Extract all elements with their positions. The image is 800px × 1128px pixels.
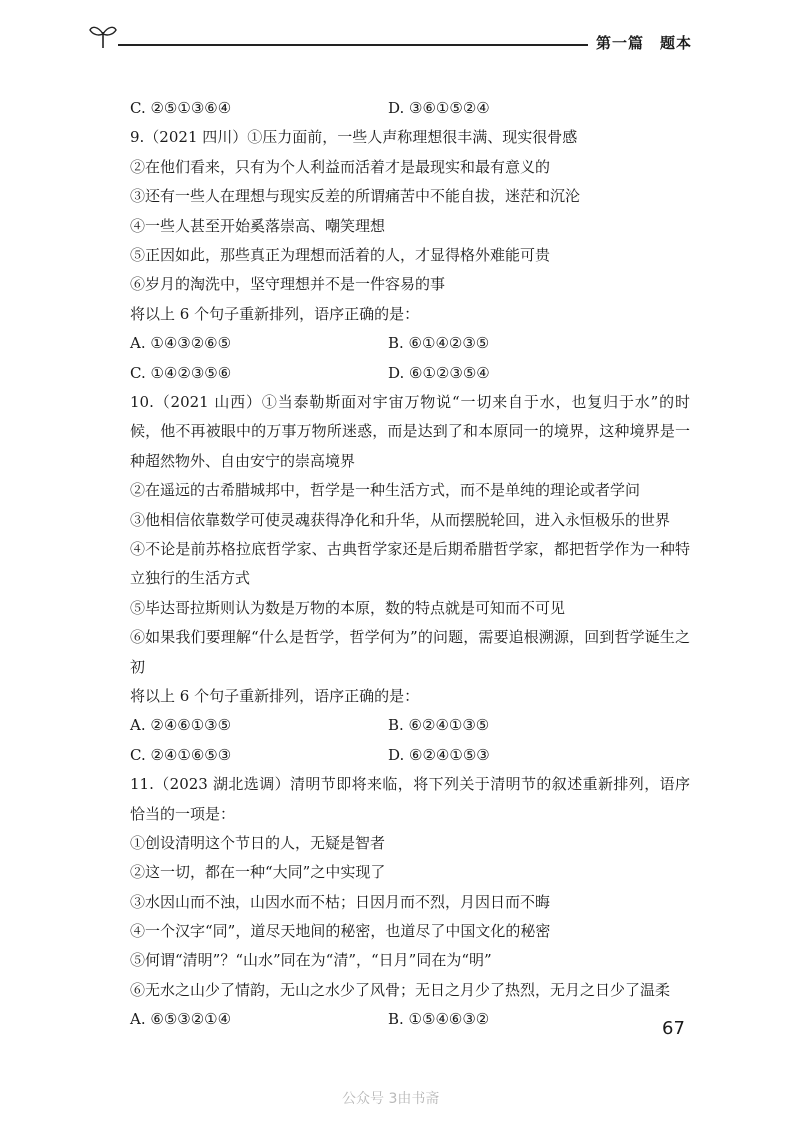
option-row (130, 711, 690, 740)
sentence: ③还有一些人在理想与现实反差的所谓痛苦中不能自拔，迷茫和沉沦 (130, 187, 581, 206)
question-11-stem: 11.（2023 湖北选调）清明节即将来临，将下列关于清明节的叙述重新排列，语序恰当的一项是： (130, 775, 690, 823)
sentence: ②这一切，都在一种“大同”之中实现了 (130, 863, 386, 882)
question-9-stem: 9.（2021 四川）①压力面前，一些人声称理想很丰满、现实很骨感 (130, 128, 578, 147)
option-b: B. ⑥②④①③⑤ (388, 716, 490, 735)
option-row (130, 741, 690, 770)
sentence: ④一个汉字“同”，道尽天地间的秘密，也道尽了中国文化的秘密 (130, 922, 551, 941)
option-a: A. ①④③②⑥⑤ (130, 334, 232, 353)
sentence: ②在遥远的古希腊城邦中，哲学是一种生活方式，而不是单纯的理论或者学问 (130, 481, 641, 500)
sentence: ⑥岁月的淘洗中，坚守理想并不是一件容易的事 (130, 275, 446, 294)
question-instruction: 将以上 6 个句子重新排列，语序正确的是： (130, 304, 420, 323)
option-row (130, 359, 690, 388)
sentence: ⑥如果我们要理解“什么是哲学，哲学何为”的问题，需要追根溯源，回到哲学诞生之初 (130, 628, 690, 676)
option-c: C. ①④②③⑤⑥ (130, 363, 232, 382)
option-c: C. ②④①⑥⑤③ (130, 745, 232, 764)
option-b: B. ①⑤④⑥③② (388, 1010, 490, 1029)
sentence: ⑤何谓“清明”？“山水”同在为“清”，“日月”同在为“明” (130, 951, 492, 970)
sentence: ⑤正因如此，那些真正为理想而活着的人，才显得格外难能可贵 (130, 245, 551, 264)
option-a: A. ⑥⑤③②①④ (130, 1010, 232, 1029)
watermark: 公众号 3由书斋 (342, 1091, 440, 1107)
option-c: C. ②⑤①③⑥④ (130, 99, 232, 117)
sentence: ④不论是前苏格拉底哲学家、古典哲学家还是后期希腊哲学家，都把哲学作为一种特立独行的生活方式 (130, 539, 690, 588)
option-row (130, 329, 690, 358)
question-instruction: 将以上 6 个句子重新排列，语序正确的是： (130, 686, 420, 705)
page-header (0, 0, 800, 70)
sentence: ③水因山而不浊，山因水而不枯；日因月而不烈，月因日而不晦 (130, 892, 551, 911)
sentence: ⑤毕达哥拉斯则认为数是万物的本原，数的特点就是可知而不可见 (130, 598, 566, 617)
question-10-stem: 10.（2021 山西）①当泰勒斯面对宇宙万物说“一切来自于水，也复归于水”的时候，他不再被眼中的万事万物所迷惑，而是达到了和本原同一的境界，这种境界是一种超然物外、自由安宁的崇高境界 (130, 392, 690, 470)
option-row (130, 1005, 690, 1034)
option-d: D. ⑥①②③⑤④ (388, 363, 490, 382)
option-a: A. ②④⑥①③⑤ (130, 716, 232, 735)
sprout-icon (88, 22, 118, 50)
section-title: 第一篇 题本 (596, 34, 693, 52)
sentence: ②在他们看来，只有为个人利益而活着才是最现实和最有意义的 (130, 157, 551, 176)
header-rule (118, 44, 588, 46)
sentence: ⑥无水之山少了情韵，无山之水少了风骨；无日之月少了热烈，无月之日少了温柔 (130, 980, 671, 999)
page-number: 67 (662, 1018, 685, 1039)
option-d: D. ③⑥①⑤②④ (388, 99, 490, 117)
sentence: ①创设清明这个节日的人，无疑是智者 (130, 833, 386, 852)
sentence: ④一些人甚至开始奚落崇高、嘲笑理想 (130, 216, 386, 235)
option-b: B. ⑥①④②③⑤ (388, 334, 490, 353)
option-row (130, 94, 690, 123)
page-content (130, 94, 690, 1035)
option-d: D. ⑥②④①⑤③ (388, 745, 490, 764)
sentence: ③他相信依靠数学可使灵魂获得净化和升华，从而摆脱轮回，进入永恒极乐的世界 (130, 510, 671, 529)
